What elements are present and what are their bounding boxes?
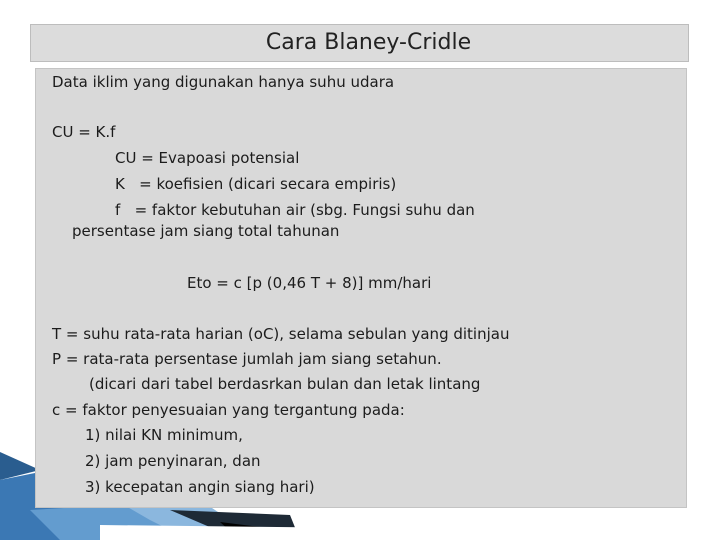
content-panel [35, 68, 687, 508]
formula-main: CU = K.f [52, 123, 116, 141]
definition-p: P = rata-rata persentase jumlah jam siang setahun. [52, 350, 442, 368]
title-bar [30, 24, 689, 62]
definition-c: c = faktor penyesuaian yang tergantung pada: [52, 401, 405, 419]
definition-k: K = koefisien (dicari secara empiris) [115, 175, 397, 193]
intro-text: Data iklim yang digunakan hanya suhu udara [52, 73, 395, 91]
page-title: Cara Blaney-Cridle [265, 29, 472, 55]
definition-f-continued: persentase jam siang total tahunan [72, 222, 340, 240]
definition-t: T = suhu rata-rata harian (oC), selama sebulan yang ditinjau [52, 325, 510, 343]
factor-item-3: 3) kecepatan angin siang hari) [85, 478, 315, 496]
definition-cu: CU = Evapoasi potensial [115, 149, 300, 167]
factor-item-1: 1) nilai KN minimum, [85, 426, 243, 444]
factor-item-2: 2) jam penyinaran, dan [85, 452, 261, 470]
definition-f: f = faktor kebutuhan air (sbg. Fungsi suhu dan [115, 201, 475, 219]
formula-eto: Eto = c [p (0,46 T + 8)] mm/hari [187, 274, 432, 292]
definition-p-note: (dicari dari tabel berdasrkan bulan dan letak lintang [89, 375, 481, 393]
